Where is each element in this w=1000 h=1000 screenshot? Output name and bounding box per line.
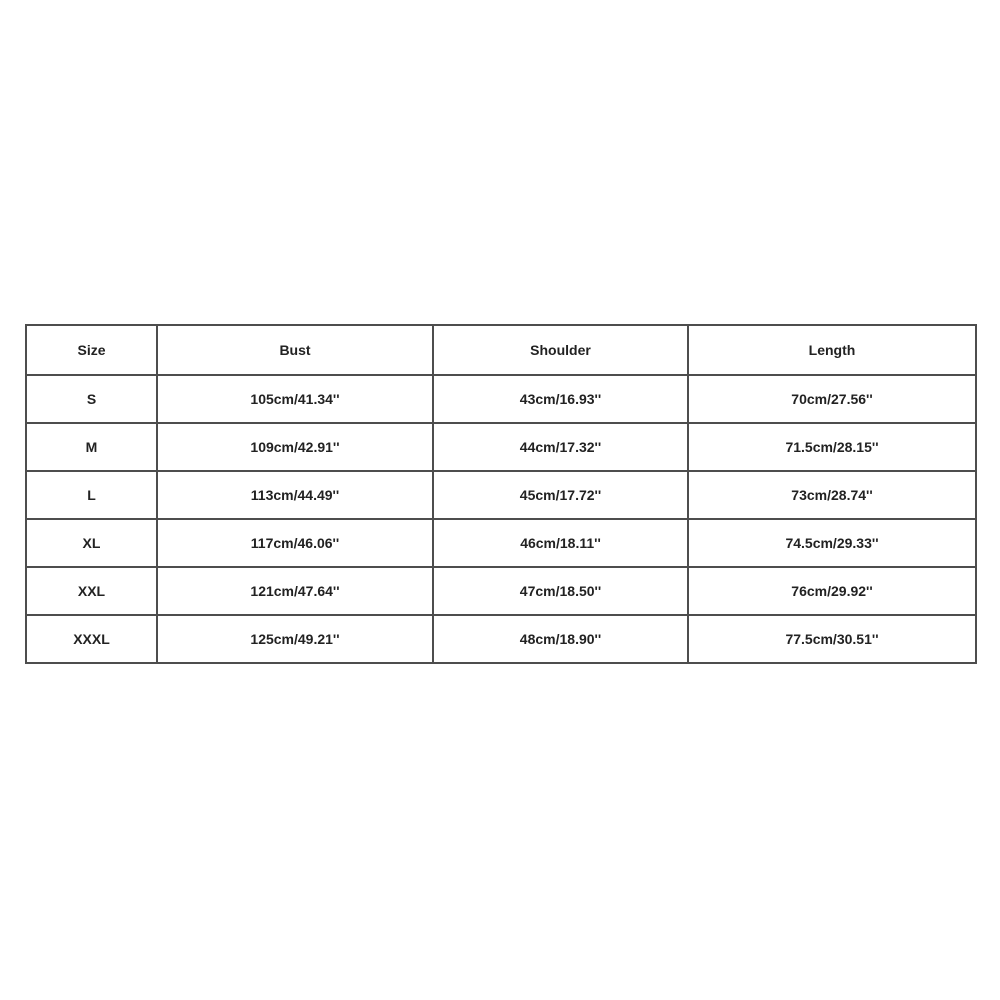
cell-length: 73cm/28.74'' [688, 471, 976, 519]
cell-shoulder: 44cm/17.32'' [433, 423, 688, 471]
size-chart-table [25, 324, 977, 664]
header-shoulder: Shoulder [433, 325, 688, 375]
cell-shoulder: 47cm/18.50'' [433, 567, 688, 615]
cell-size: XL [26, 519, 157, 567]
cell-length: 71.5cm/28.15'' [688, 423, 976, 471]
cell-size: S [26, 375, 157, 423]
cell-size: L [26, 471, 157, 519]
header-row [26, 325, 976, 375]
cell-bust: 105cm/41.34'' [157, 375, 433, 423]
cell-bust: 117cm/46.06'' [157, 519, 433, 567]
header-length: Length [688, 325, 976, 375]
table-row [26, 375, 976, 423]
table-row [26, 615, 976, 663]
cell-size: M [26, 423, 157, 471]
cell-shoulder: 48cm/18.90'' [433, 615, 688, 663]
cell-size: XXXL [26, 615, 157, 663]
cell-bust: 113cm/44.49'' [157, 471, 433, 519]
cell-bust: 109cm/42.91'' [157, 423, 433, 471]
cell-bust: 121cm/47.64'' [157, 567, 433, 615]
cell-length: 70cm/27.56'' [688, 375, 976, 423]
cell-length: 74.5cm/29.33'' [688, 519, 976, 567]
cell-shoulder: 45cm/17.72'' [433, 471, 688, 519]
cell-shoulder: 46cm/18.11'' [433, 519, 688, 567]
cell-size: XXL [26, 567, 157, 615]
table-header [26, 325, 976, 375]
table-row [26, 519, 976, 567]
cell-length: 77.5cm/30.51'' [688, 615, 976, 663]
header-bust: Bust [157, 325, 433, 375]
table-body [26, 375, 976, 663]
table-row [26, 567, 976, 615]
cell-shoulder: 43cm/16.93'' [433, 375, 688, 423]
cell-length: 76cm/29.92'' [688, 567, 976, 615]
table-row [26, 471, 976, 519]
table-row [26, 423, 976, 471]
cell-bust: 125cm/49.21'' [157, 615, 433, 663]
header-size: Size [26, 325, 157, 375]
